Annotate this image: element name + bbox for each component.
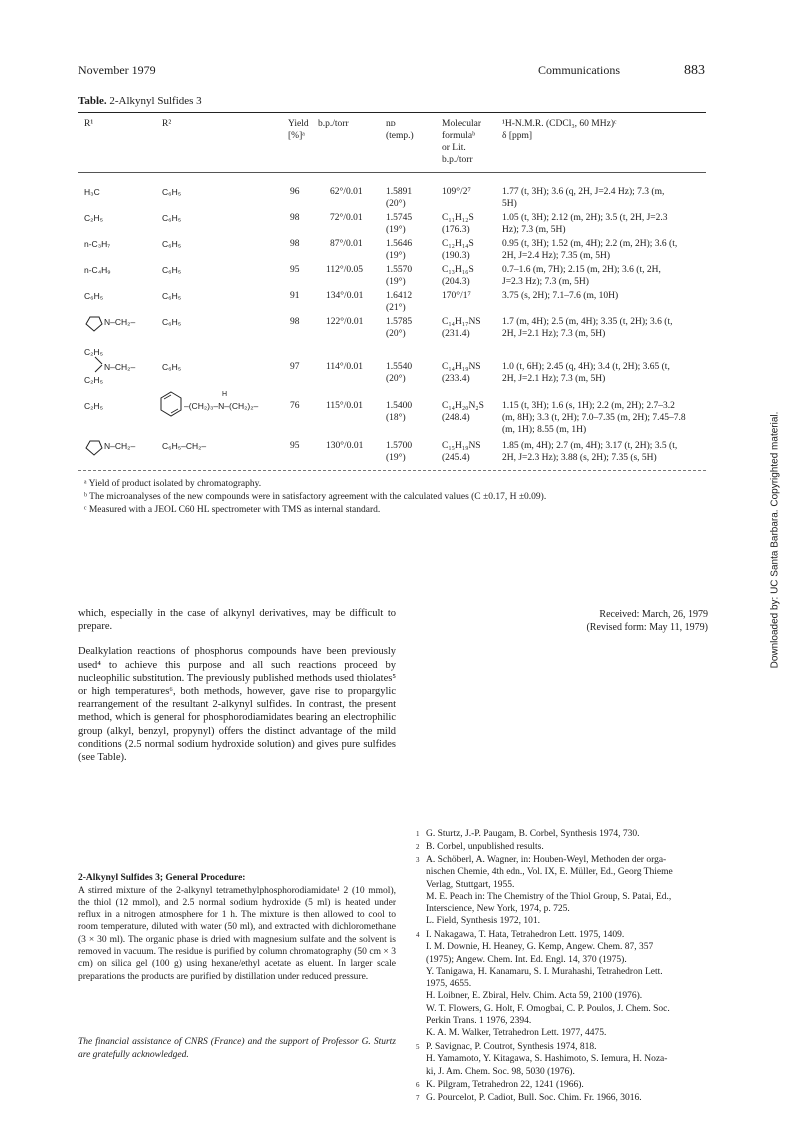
cell-nmr-2: Hz); 7.3 (m, 5H): [502, 225, 566, 235]
footnote-mark: ᵇ: [84, 492, 87, 502]
table-caption-label: Table.: [78, 95, 107, 107]
cell-r1: n-C₄H₉: [84, 265, 111, 275]
cell-r2: C₆H₅: [162, 213, 182, 223]
cell-nmr-2: 2H, J=2.3 Hz); 3.88 (s, 2H); 7.35 (s, 5H): [502, 453, 657, 463]
header-mf-4: b.p./torr: [442, 155, 473, 165]
footnote-text: The microanalyses of the new compounds were in satisfactory agreement with the calculated values (C ±0.17, H ±0.09).: [89, 492, 547, 502]
cell-r2: C₆H₅: [162, 317, 182, 327]
download-watermark: [768, 411, 782, 669]
cell-yield: 98: [290, 213, 300, 223]
cell-mf-weight: (245.4): [442, 453, 470, 463]
reference-line: K. A. M. Walker, Tetrahedron Lett. 1977, 4475.: [426, 1028, 607, 1039]
cell-nd: 1.5745: [386, 213, 413, 223]
cell-mf-weight: (231.4): [442, 329, 470, 339]
procedure-text: A stirred mixture of the 2-alkynyl tetramethylphosphorodiamidate¹ 2 (10 mmol), the thiol (12 mmol), and 2.5 normal sodium hydroxide (5 ml) is heated under reflux in a nitrogen atmosphere for 1 h. The mixture is then allowed to cool to room temperature, diluted with water (50 ml), and extracted with dichloromethane (3 × 30 ml). The organic phase is dried with magnesium sulfate and the solvent is removed in vacuum. The residue is purified by column chromatography (50 cm × 3 cm) on silica gel (100 g) using hexane/ethyl acetate as eluent. In larger scale preparations the products are purified by distillation under reduced pressure.: [78, 885, 396, 982]
header-nmr-2: δ [ppm]: [502, 131, 533, 141]
reference-line: W. T. Flowers, G. Holt, F. Omogbai, C. P. Poulos, J. Chem. Soc.: [426, 1003, 670, 1014]
header-nd: nᴅ: [386, 119, 396, 129]
cell-bp: 122°/0.01: [326, 317, 364, 327]
reference-line: ki, J. Am. Chem. Soc. 98, 5030 (1976).: [426, 1066, 575, 1077]
cell-temp: (19°): [386, 251, 406, 261]
cell-nd: 1.6412: [386, 291, 413, 301]
cell-nd: 1.5570: [386, 265, 413, 275]
reference-line: G. Sturtz, J.-P. Paugam, B. Corbel, Synthesis 1974, 730.: [426, 829, 640, 839]
reference-line: Verlag, Stuttgart, 1955.: [426, 879, 515, 890]
reference-line: P. Savignac, P. Coutrot, Synthesis 1974, 818.: [426, 1042, 597, 1052]
cell-nmr-1: 3.75 (s, 2H); 7.1–7.6 (m, 10H): [502, 291, 619, 301]
pyrrolidine-ring-icon: [82, 438, 104, 458]
header-r1: R¹: [84, 119, 94, 129]
cell-nmr-2: J=2.3 Hz); 7.3 (m, 5H): [502, 277, 589, 287]
cell-r2: C₆H₅: [162, 291, 182, 301]
header-date: November 1979: [78, 63, 156, 77]
reference-line: I. M. Downie, H. Heaney, G. Kemp, Angew. Chem. 87, 357: [426, 942, 654, 953]
cell-nmr-2: (m, 8H); 3.3 (t, 2H); 7.0–7.35 (m, 2H); 7.45–7.8: [502, 413, 686, 423]
body-paragraph: which, especially in the case of alkynyl derivatives, may be difficult to prepare.: [78, 608, 396, 633]
procedure-section: [78, 872, 396, 983]
cell-nmr-1: 1.15 (t, 3H); 1.6 (s, 1H); 2.2 (m, 2H); 2.7–3.2: [502, 401, 675, 411]
header-nd-temp: (temp.): [386, 131, 414, 141]
reference-1: [416, 828, 716, 840]
cell-mf-weight: (176.3): [442, 225, 470, 235]
reference-line: Perkin Trans. 1 1976, 2394.: [426, 1016, 532, 1027]
reference-line: L. Field, Synthesis 1972, 101.: [426, 916, 541, 927]
body-left-column: [78, 607, 396, 764]
diethylamino-bonds-icon: [94, 356, 104, 374]
cell-mf: C₁₁H₁₂S: [442, 213, 474, 223]
body-paragraph: Dealkylation reactions of phosphorus compounds have been previously used⁴ to achieve this purpose and all such reactions proceed by nucleophilic substitution. The previously published methods used thiolates⁵ or high temperatures⁶, both methods, however, gave rise to propargylic rearrangement of the resultant 2-alkynyl sulfides. In contrast, the present method, which is general for phosphorodiamidates bearing an electrophilic group (alkyl, benzyl, propynyl) offers the distinct advantage of the mild conditions (2.5 normal sodium hydroxide solution) and gives pure sulfides (see Table).: [78, 646, 396, 764]
cell-nmr-2: 2H, J=2.1 Hz); 7.3 (m, 5H): [502, 329, 606, 339]
reference-line: Interscience, New York, 1974, p. 725.: [426, 904, 570, 915]
cell-nmr-1: 1.77 (t, 3H); 3.6 (q, 2H, J=2.4 Hz); 7.3 (m,: [502, 187, 665, 197]
received-dates: [560, 608, 708, 634]
footnote-c: [84, 504, 380, 516]
download-watermark-text: Downloaded by: UC Santa Barbara. Copyrighted material.: [769, 411, 781, 669]
cell-r1: C₂H₅: [84, 401, 104, 411]
table-top-rule: [78, 112, 706, 113]
cell-r1: n-C₃H₇: [84, 239, 111, 249]
cell-bp: 72°/0.01: [330, 213, 363, 223]
reference-line: H. Loibner, E. Zbiral, Helv. Chim. Acta 59, 2100 (1976).: [426, 991, 643, 1002]
reference-4: [416, 929, 716, 1040]
header-r2: R²: [162, 119, 172, 129]
cell-bp: 130°/0.01: [326, 441, 364, 451]
pyrrolidine-ring-icon: [82, 314, 104, 334]
cell-r2: –(CH₂)₃–N–(CH₂)₂–: [184, 401, 259, 411]
cell-mf: C₁₄H₂₀N₂S: [442, 401, 484, 411]
cell-nd: 1.5785: [386, 317, 413, 327]
cell-mf: C₁₄H₁₇NS: [442, 317, 481, 327]
header-mf-1: Molecular: [442, 119, 482, 129]
reference-number: 3: [416, 856, 420, 864]
footnote-a: [84, 478, 261, 490]
revised-date: (Revised form: May 11, 1979): [586, 622, 708, 633]
cell-r1: H₃C: [84, 187, 100, 197]
cell-r1-ethyl-b: C₂H₅: [84, 375, 104, 385]
cell-r2: C₆H₅: [162, 362, 182, 372]
cell-temp: (19°): [386, 453, 406, 463]
cell-bp: 87°/0.01: [330, 239, 363, 249]
reference-line: A. Schöberl, A. Wagner, in: Houben-Weyl, Methoden der orga-: [426, 855, 667, 865]
cell-yield: 95: [290, 265, 300, 275]
cell-temp: (18°): [386, 413, 406, 423]
header-yield-unit: [%]ᵃ: [288, 131, 305, 141]
table-bottom-rule: [78, 470, 706, 471]
cell-temp: (20°): [386, 199, 406, 209]
cell-mf: C₁₅H₁₉NS: [442, 441, 481, 451]
reference-line: G. Pourcelot, P. Cadiot, Bull. Soc. Chim. Fr. 1966, 3016.: [426, 1093, 642, 1103]
cell-mf: 170°/1⁷: [442, 291, 471, 301]
cell-temp: (20°): [386, 329, 406, 339]
cell-nmr-1: 1.7 (m, 4H); 2.5 (m, 4H); 3.35 (t, 2H); 3.6 (t,: [502, 317, 673, 327]
reference-line: (1975); Angew. Chem. Int. Ed. Engl. 14, 370 (1975).: [426, 954, 627, 965]
cell-r2-hydrogen: H: [222, 391, 228, 398]
cell-nd: 1.5400: [386, 401, 413, 411]
page-number: 883: [684, 63, 705, 78]
cell-r2: C₆H₅–CH₂–: [162, 441, 207, 451]
cell-nd: 1.5540: [386, 362, 413, 372]
cell-temp: (21°): [386, 303, 406, 313]
cell-r1: N–CH₂–: [104, 362, 136, 372]
cell-r2: C₆H₅: [162, 265, 182, 275]
cell-yield: 98: [290, 317, 300, 327]
cell-r2: C₆H₅: [162, 239, 182, 249]
cell-mf: C₁₃H₁₆S: [442, 265, 474, 275]
reference-6: [416, 1079, 716, 1091]
reference-line: B. Corbel, unpublished results.: [426, 842, 544, 852]
cell-yield: 76: [290, 401, 300, 411]
cell-nmr-2: 5H): [502, 199, 517, 209]
cell-mf-weight: (233.4): [442, 374, 470, 384]
reference-number: 7: [416, 1094, 420, 1102]
cell-mf: C₁₂H₁₄S: [442, 239, 474, 249]
table-caption: [78, 95, 202, 107]
cell-mf-weight: (204.3): [442, 277, 470, 287]
reference-number: 1: [416, 830, 420, 838]
header-mf-2: formulaᵇ: [442, 131, 476, 141]
reference-5: [416, 1041, 716, 1078]
footnote-mark: ᶜ: [84, 505, 87, 515]
footnote-b: [84, 491, 546, 503]
acknowledgement: The financial assistance of CNRS (France) and the support of Professor G. Sturtz are gratefully acknowledged.: [78, 1037, 396, 1060]
procedure-title: 2-Alkynyl Sulfides 3; General Procedure:: [78, 873, 246, 883]
cell-mf-weight: (190.3): [442, 251, 470, 261]
cell-temp: (19°): [386, 277, 406, 287]
cell-temp: (20°): [386, 374, 406, 384]
cell-mf-weight: (248.4): [442, 413, 470, 423]
reference-line: 1975, 4655.: [426, 979, 472, 990]
footnote-text: Yield of product isolated by chromatography.: [88, 479, 262, 489]
cell-mf: 109°/2⁷: [442, 187, 471, 197]
cell-yield: 91: [290, 291, 300, 301]
cell-bp: 134°/0.01: [326, 291, 364, 301]
cell-nmr-1: 0.95 (t, 3H); 1.52 (m, 4H); 2.2 (m, 2H); 3.6 (t,: [502, 239, 678, 249]
reference-number: 4: [416, 931, 420, 939]
cell-nmr-1: 0.7–1.6 (m, 7H); 2.15 (m, 2H); 3.6 (t, 2H,: [502, 265, 661, 275]
cell-yield: 97: [290, 362, 300, 372]
cell-r1-ethyl-a: C₂H₅: [84, 347, 104, 357]
cell-yield: 95: [290, 441, 300, 451]
cell-r1: N–CH₂–: [104, 317, 136, 327]
reference-2: [416, 841, 716, 853]
cell-nd: 1.5891: [386, 187, 413, 197]
reference-line: nischen Chemie, 4th edn., Vol. IX, E. Müller, Ed., Georg Thieme: [426, 867, 673, 878]
footnote-text: Measured with a JEOL C60 HL spectrometer with TMS as internal standard.: [88, 505, 381, 515]
reference-line: Y. Tanigawa, H. Kanamaru, S. I. Murahashi, Tetrahedron Lett.: [426, 966, 663, 977]
reference-line: M. E. Peach in: The Chemistry of the Thiol Group, S. Patai, Ed.,: [426, 891, 672, 902]
cell-nmr-2: 2H, J=2.4 Hz); 7.35 (m, 5H): [502, 251, 610, 261]
pyridine-ring-icon: [158, 390, 184, 418]
cell-bp: 112°/0.05: [326, 265, 363, 275]
cell-nmr-3: (m, 1H); 8.55 (m, 1H): [502, 425, 587, 435]
reference-number: 6: [416, 1081, 420, 1089]
cell-nd: 1.5700: [386, 441, 413, 451]
header-mf-3: or Lit.: [442, 143, 466, 153]
reference-line: I. Nakagawa, T. Hata, Tetrahedron Lett. 1975, 1409.: [426, 930, 625, 940]
cell-nd: 1.5646: [386, 239, 413, 249]
reference-line: H. Yamamoto, Y. Kitagawa, S. Hashimoto, S. Iemura, H. Noza-: [426, 1054, 668, 1065]
header-bp: b.p./torr: [318, 119, 349, 129]
cell-nmr-1: 1.0 (t, 6H); 2.45 (q, 4H); 3.4 (t, 2H); 3.65 (t,: [502, 362, 670, 372]
cell-temp: (19°): [386, 225, 406, 235]
cell-r1: N–CH₂–: [104, 441, 136, 451]
header-nmr-1: ¹H-N.M.R. (CDCl₃, 60 MHz)ᶜ: [502, 119, 617, 129]
header-section: Communications: [538, 63, 620, 77]
footnote-mark: ᵃ: [84, 479, 87, 489]
reference-7: [416, 1092, 716, 1104]
cell-yield: 98: [290, 239, 300, 249]
reference-3: [416, 854, 716, 928]
reference-number: 2: [416, 843, 420, 851]
cell-bp: 115°/0.01: [326, 401, 363, 411]
cell-bp: 114°/0.01: [326, 362, 363, 372]
table-header-rule: [78, 172, 706, 173]
cell-nmr-2: 2H, J=2.1 Hz); 7.3 (m, 5H): [502, 374, 606, 384]
cell-r2: C₆H₅: [162, 187, 182, 197]
reference-number: 5: [416, 1043, 420, 1051]
cell-yield: 96: [290, 187, 300, 197]
cell-r1: C₂H₅: [84, 213, 104, 223]
cell-mf: C₁₄H₁₉NS: [442, 362, 481, 372]
cell-r1: C₆H₅: [84, 291, 104, 301]
received-date: Received: March, 26, 1979: [599, 609, 708, 620]
header-yield: Yield: [288, 119, 309, 129]
cell-nmr-1: 1.05 (t, 3H); 2.12 (m, 2H); 3.5 (t, 2H, J=2.3: [502, 213, 668, 223]
cell-bp: 62°/0.01: [330, 187, 363, 197]
table-caption-text: 2-Alkynyl Sulfides 3: [109, 95, 202, 107]
cell-nmr-1: 1.85 (m, 4H); 2.7 (m, 4H); 3.17 (t, 2H); 3.5 (t,: [502, 441, 678, 451]
reference-line: K. Pilgram, Tetrahedron 22, 1241 (1966).: [426, 1080, 584, 1090]
